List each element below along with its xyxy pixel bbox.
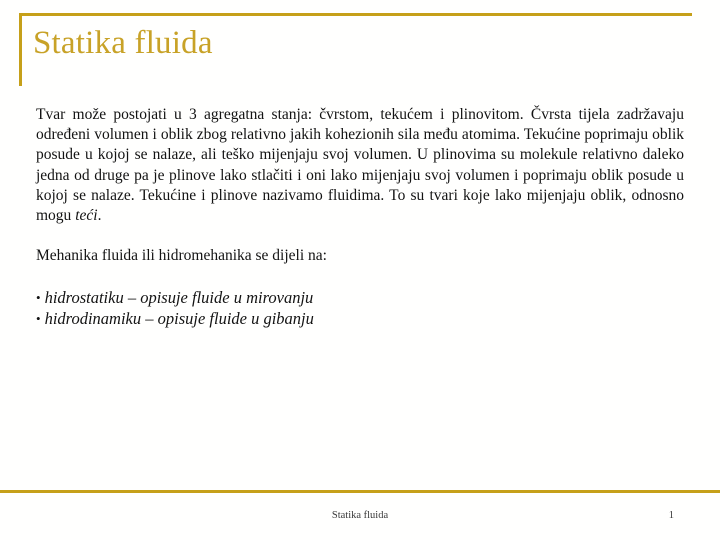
- list-item-label-hidrostatika: hidrostatiku – opisuje fluide u mirovanju: [44, 287, 314, 307]
- paragraph-1-italic-term: teći: [75, 207, 98, 225]
- title-left-rule: [19, 13, 22, 86]
- title-top-rule: [19, 13, 692, 16]
- footer-title: Statika fluida: [331, 510, 389, 521]
- paragraph-aggregate-states: [36, 105, 684, 226]
- footer-page-number: 1: [668, 510, 674, 521]
- list-item: [36, 308, 684, 329]
- bullet-point-icon: •: [36, 310, 41, 326]
- bullet-point-icon: •: [36, 289, 41, 305]
- list-item-label-hidrodinamika: hidrodinamiku – opisuje fluide u gibanju: [44, 308, 314, 328]
- paragraph-1-text-part-2: .: [97, 207, 102, 225]
- paragraph-spacer-2: [36, 267, 684, 287]
- list-item: [36, 287, 684, 308]
- branches-bullet-list: [36, 287, 684, 329]
- slide-content: [36, 105, 684, 329]
- paragraph-mechanics-intro: Mehanika fluida ili hidromehanika se dijeli na:: [36, 247, 327, 265]
- page-title: Statika fluida: [33, 25, 213, 61]
- paragraph-1-text-part-1: Tvar može postojati u 3 agregatna stanja: čvrstom, tekućem i plinovitom. Čvrsta tijela zadržavaju određeni volumen i oblik zbog relativno jakih kohezionih sila među atomima. Tekućine poprimaju oblik posude u kojoj se nalaze, ali teško mijenjaju svoj volumen. U plinovima su molekule relativno daleko jedna od druge pa je plinove lako stlačiti i oni lako mijenjaju svoj volumen i poprimaju oblik posude u kojoj se nalaze. Tekućine i plinove nazivamo fluidima. To su tvari koje lako mijenjaju oblik, odnosno mogu: [36, 106, 684, 225]
- footer-rule: [0, 490, 720, 493]
- paragraph-spacer-1: [36, 226, 684, 246]
